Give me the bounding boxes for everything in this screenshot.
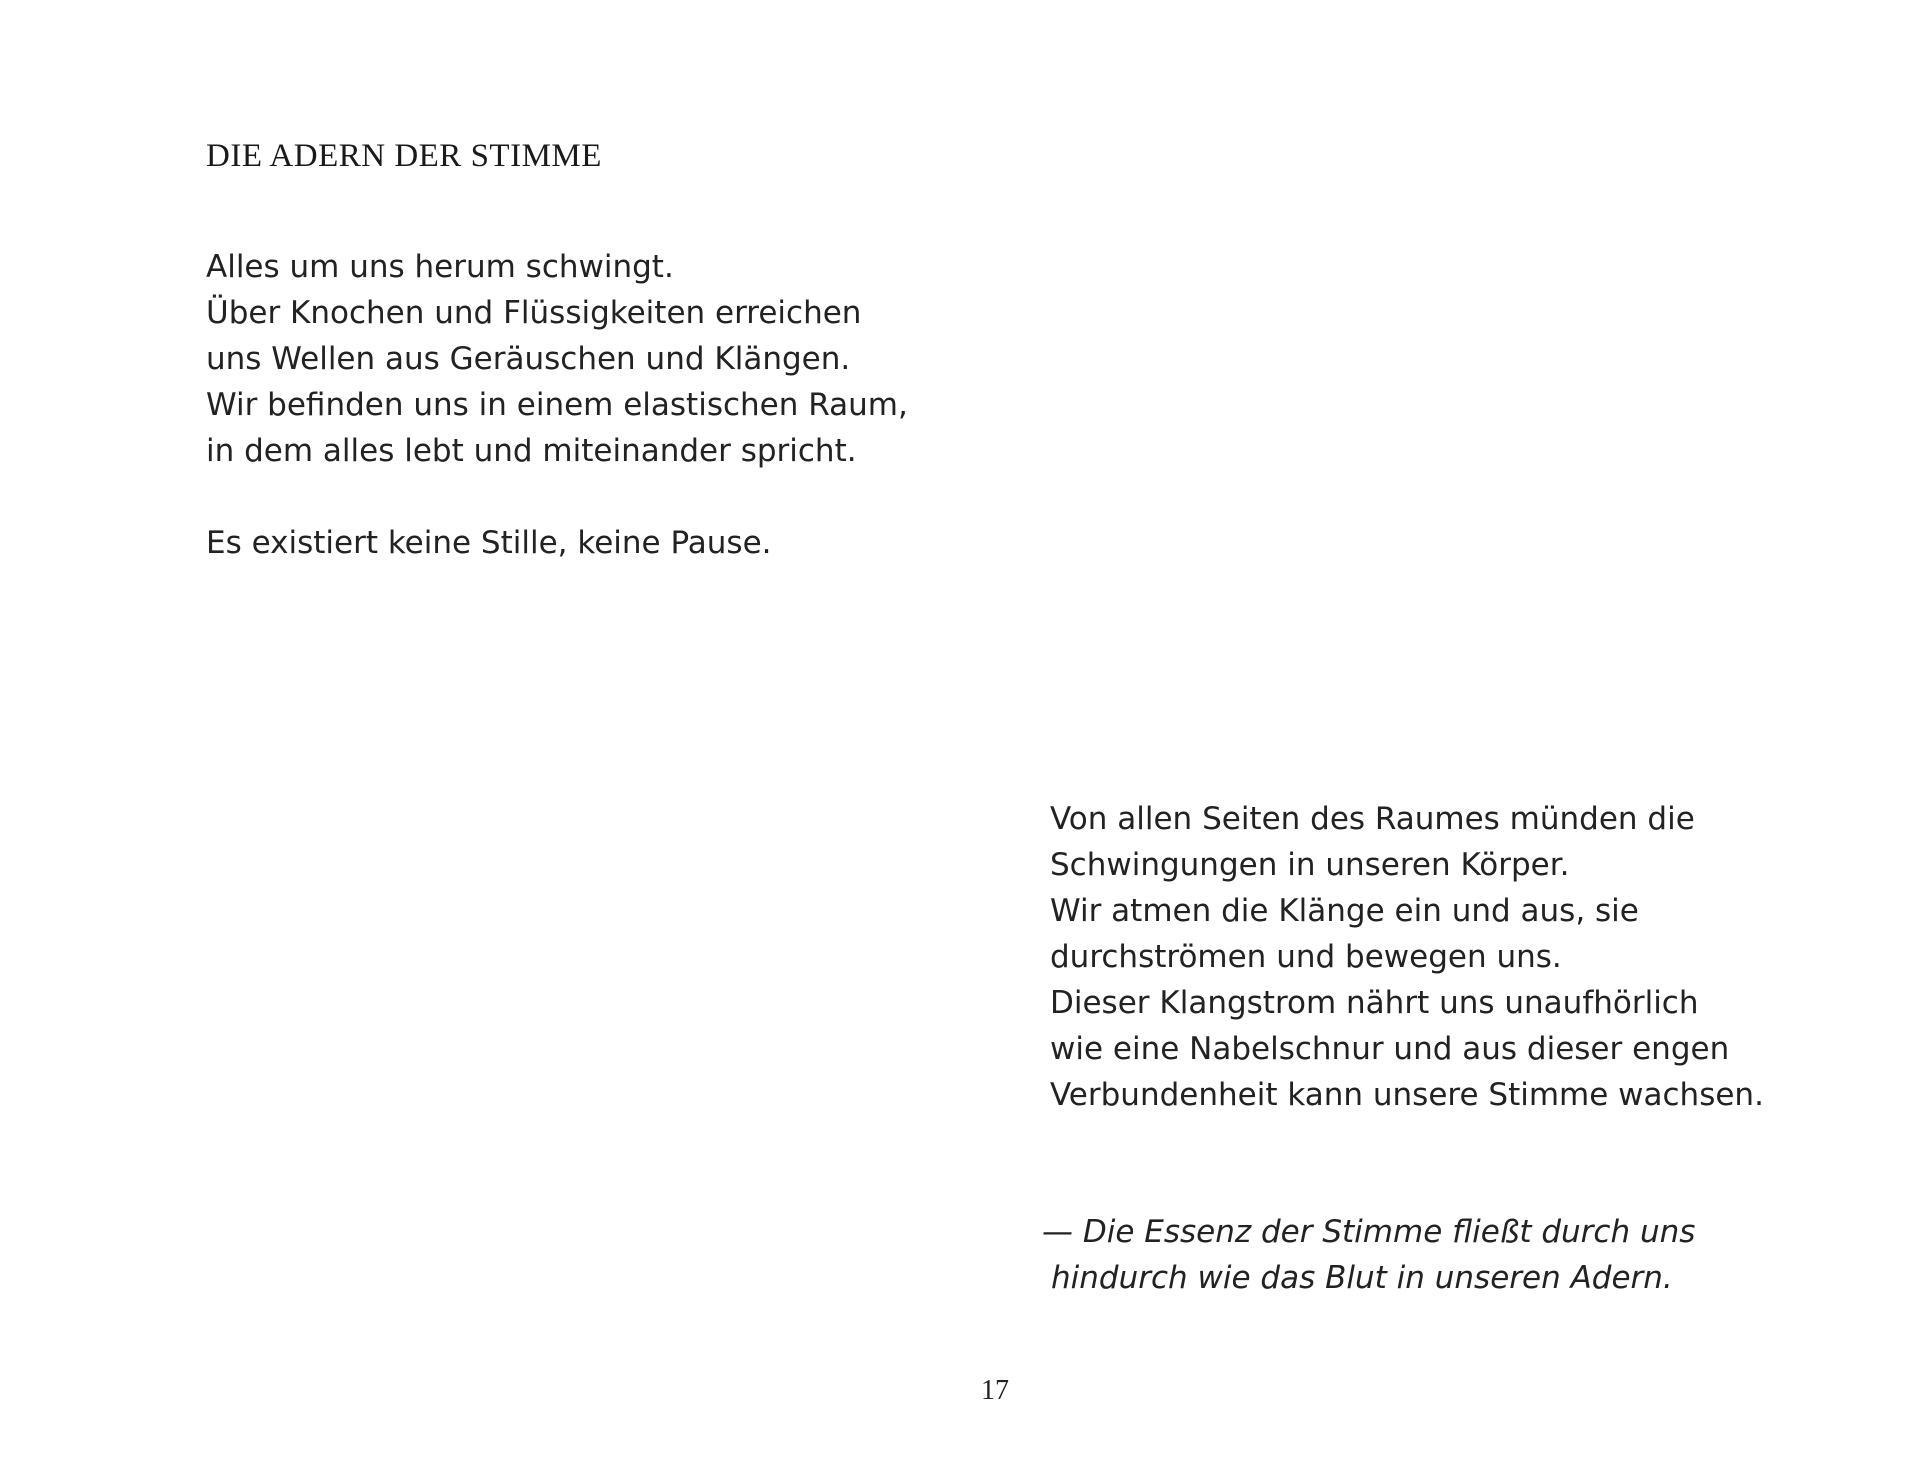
- stanza-3: [1050, 796, 1764, 1118]
- stanza-2: [206, 520, 772, 566]
- stanza-line: in dem alles lebt und miteinander spricht.: [206, 433, 857, 469]
- stanza-line: durchströmen und bewegen uns.: [1050, 939, 1562, 975]
- closing-quote: [1042, 1209, 1695, 1301]
- page-number: 17: [981, 1375, 1009, 1406]
- stanza-line: Alles um uns herum schwingt.: [206, 249, 674, 285]
- stanza-line: wie eine Nabelschnur und aus dieser engen: [1050, 1031, 1730, 1067]
- stanza-line: Dieser Klangstrom nährt uns unaufhörlich: [1050, 985, 1699, 1021]
- stanza-line: Verbundenheit kann unsere Stimme wachsen.: [1050, 1077, 1764, 1113]
- stanza-line: Es existiert keine Stille, keine Pause.: [206, 525, 772, 561]
- quote-line: hindurch wie das Blut in unseren Adern.: [1051, 1260, 1673, 1296]
- quote-line: — Die Essenz der Stimme fließt durch uns: [1042, 1214, 1696, 1250]
- stanza-1: [206, 244, 908, 474]
- chapter-title: DIE ADERN DER STIMME: [206, 138, 602, 174]
- stanza-line: uns Wellen aus Geräuschen und Klängen.: [206, 341, 851, 377]
- stanza-line: Schwingungen in unseren Körper.: [1050, 847, 1570, 883]
- stanza-line: Von allen Seiten des Raumes münden die: [1050, 801, 1695, 837]
- stanza-line: Wir atmen die Klänge ein und aus, sie: [1050, 893, 1639, 929]
- stanza-line: Über Knochen und Flüssigkeiten erreichen: [206, 295, 862, 331]
- stanza-line: Wir befinden uns in einem elastischen Raum,: [206, 387, 908, 423]
